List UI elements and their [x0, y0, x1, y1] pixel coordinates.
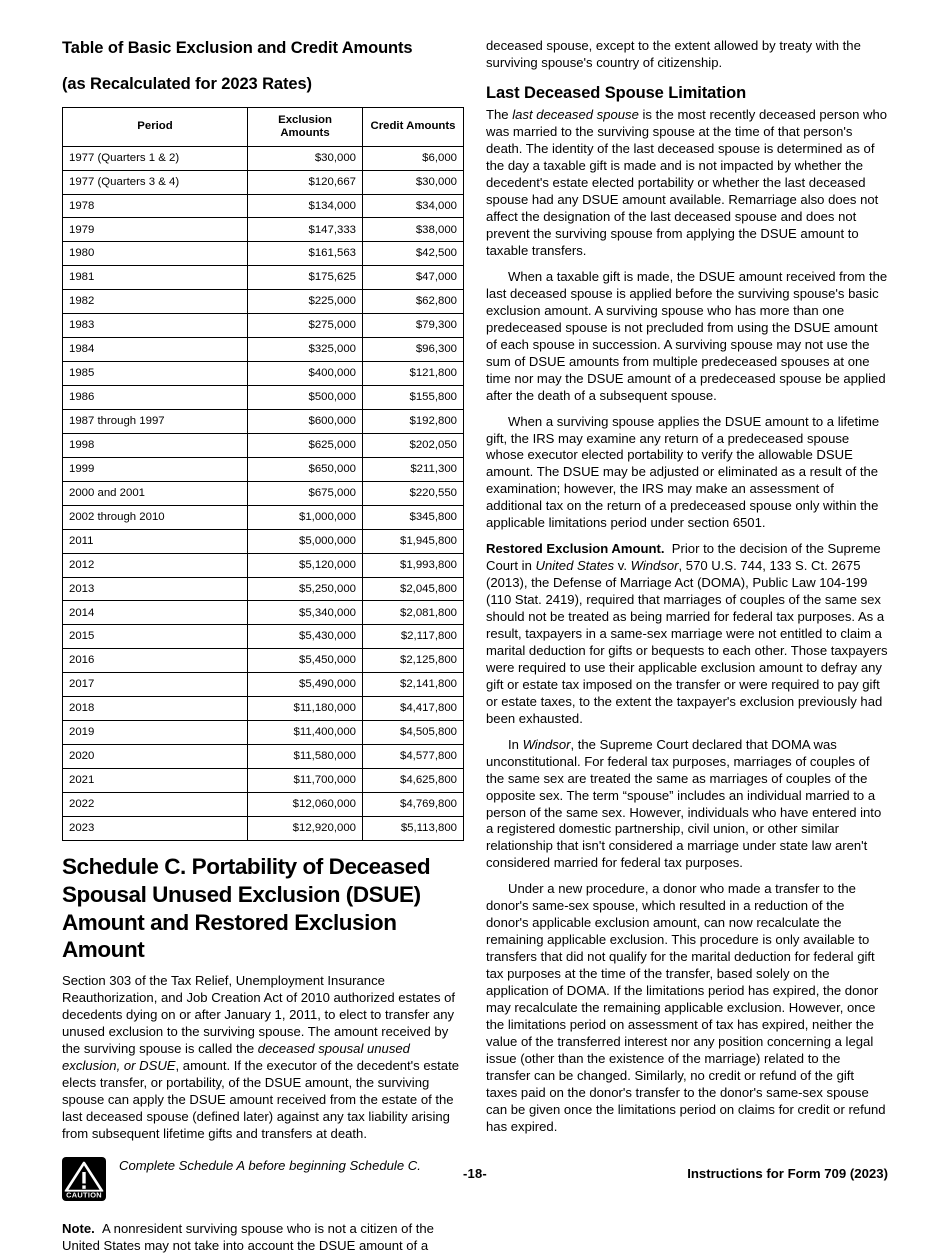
cell-period: 2023: [63, 816, 248, 840]
cell-exclusion-amount: $120,667: [248, 170, 363, 194]
cell-exclusion-amount: $225,000: [248, 290, 363, 314]
table-row: [63, 290, 464, 314]
cell-credit-amount: $62,800: [363, 290, 464, 314]
table-row: [63, 314, 464, 338]
cell-credit-amount: $155,800: [363, 386, 464, 410]
table-row: [63, 218, 464, 242]
svg-text:CAUTION: CAUTION: [66, 1190, 102, 1200]
cell-period: 1983: [63, 314, 248, 338]
table-row: [63, 673, 464, 697]
cell-exclusion-amount: $134,000: [248, 194, 363, 218]
cell-credit-amount: $34,000: [363, 194, 464, 218]
new-procedure-paragraph: Under a new procedure, a donor who made a transfer to the donor's same-sex spouse, which resulted in a reduction of the donor's applicable exclusion amount, can now recalculate the remaining applicable exclusion. This procedure is only available to transfers that did not qualify for the marital deduction for federal gift tax purposes at the time of the transfer, based solely on the application of DOMA. If the limitations period has expired, the donor may recalculate the remaining applicable exclusion. However, once the limitations period on assessment of tax has expired, neither the value of the transferred interest nor any position concerning a legal issue (other than the existence of the marriage) related to the transfer can be changed. Similarly, no credit or refund of the gift taxes paid on the donor's transfer to the donor's same-sex spouse can be given once the limitations period on claims for credit or refund has expired.: [486, 881, 886, 1134]
cell-credit-amount: $2,141,800: [363, 673, 464, 697]
table-row: [63, 266, 464, 290]
cell-exclusion-amount: $12,060,000: [248, 792, 363, 816]
cell-credit-amount: $4,505,800: [363, 721, 464, 745]
cell-exclusion-amount: $325,000: [248, 338, 363, 362]
para1-part2: is the most recently deceased person who was married to the surviving spouse at the time of that person's death. The identity of the last deceased spouse is determined as of the day a taxable gift is made and is not impacted by whether the decedent's estate elected portability or whether the last deceased spouse had any DSUE amount available. Remarriage also does not affect the designation of the last deceased spouse and does not prevent the surviving spouse from applying the DSUE amount to taxable transfers.: [486, 107, 888, 258]
cell-credit-amount: $2,045,800: [363, 577, 464, 601]
table-row: [63, 338, 464, 362]
table-row: [63, 625, 464, 649]
caution-text: Complete Schedule A before beginning Schedule C.: [119, 1157, 421, 1173]
cell-exclusion-amount: $175,625: [248, 266, 363, 290]
table-row: [63, 649, 464, 673]
cell-credit-amount: $38,000: [363, 218, 464, 242]
table-row: [63, 505, 464, 529]
schedule-c-heading: Schedule C. Portability of Deceased Spousal Unused Exclusion (DSUE) Amount and Restored Exclusion Amount: [62, 853, 431, 963]
note-block: [62, 1221, 464, 1255]
windsor-part1: In: [508, 736, 523, 752]
table-row: [63, 386, 464, 410]
cell-credit-amount: $1,945,800: [363, 529, 464, 553]
cell-credit-amount: $4,577,800: [363, 745, 464, 769]
table-title-line2: (as Recalculated for 2023 Rates): [62, 74, 312, 93]
page-footer: [62, 1166, 888, 1188]
cell-exclusion-amount: $5,000,000: [248, 529, 363, 553]
cell-credit-amount: $2,117,800: [363, 625, 464, 649]
cell-period: 1984: [63, 338, 248, 362]
cell-period: 2015: [63, 625, 248, 649]
cell-credit-amount: $211,300: [363, 457, 464, 481]
dsue-definition-italic: deceased spousal unused exclusion, or DSUE: [62, 1041, 410, 1074]
table-body: [63, 146, 464, 840]
last-deceased-spouse-italic: last deceased spouse: [512, 107, 639, 123]
cell-exclusion-amount: $5,120,000: [248, 553, 363, 577]
table-row: [63, 146, 464, 170]
last-deceased-paragraph-1: [486, 107, 888, 260]
cell-period: 1998: [63, 433, 248, 457]
cell-credit-amount: $202,050: [363, 433, 464, 457]
column-header-credit-amounts: Credit Amounts: [363, 107, 464, 146]
cell-credit-amount: $4,769,800: [363, 792, 464, 816]
table-row: [63, 409, 464, 433]
footer-page-number: -18-: [463, 1166, 487, 1181]
cell-exclusion-amount: $5,490,000: [248, 673, 363, 697]
footer-form-reference: Instructions for Form 709 (2023): [687, 1166, 888, 1181]
schedule-c-paragraph-part1: Section 303 of the Tax Relief, Unemployment Insurance Reauthorization, and Job Creation Act of 2010 authorized estates of decedents dying on or after January 1, 2011, to elect to transfer any unused exclusion to the surviving spouse. The amount received by the surviving spouse is called the: [62, 973, 456, 1057]
cell-period: 2000 and 2001: [63, 481, 248, 505]
cell-exclusion-amount: $11,180,000: [248, 697, 363, 721]
windsor-case-italic: Windsor: [522, 736, 571, 752]
cell-credit-amount: $345,800: [363, 505, 464, 529]
table-row: [63, 170, 464, 194]
cell-exclusion-amount: $11,400,000: [248, 721, 363, 745]
cell-period: 2018: [63, 697, 248, 721]
left-column: [62, 38, 464, 1255]
table-row: [63, 553, 464, 577]
continuation-paragraph: deceased spouse, except to the extent allowed by treaty with the surviving spouse's country of citizenship.: [486, 38, 861, 70]
cell-exclusion-amount: $650,000: [248, 457, 363, 481]
cell-period: 2016: [63, 649, 248, 673]
cell-exclusion-amount: $625,000: [248, 433, 363, 457]
cell-credit-amount: $30,000: [363, 170, 464, 194]
cell-period: 2011: [63, 529, 248, 553]
cell-exclusion-amount: $675,000: [248, 481, 363, 505]
cell-credit-amount: $121,800: [363, 362, 464, 386]
cell-credit-amount: $5,113,800: [363, 816, 464, 840]
table-header-row: [63, 107, 464, 146]
schedule-c-paragraph-part2: , amount. If the executor of the decedent's estate elects transfer, or portability, of the DSUE amount, the surviving spouse can apply the DSUE amount received from the estate of the last deceased spouse (defined later) against any tax liability arising from subsequent lifetime gifts and transfers at death.: [62, 1058, 459, 1141]
cell-exclusion-amount: $161,563: [248, 242, 363, 266]
column-header-exclusion-amounts: Exclusion Amounts: [248, 107, 363, 146]
cell-period: 1999: [63, 457, 248, 481]
cell-period: 2021: [63, 769, 248, 793]
cell-exclusion-amount: $5,450,000: [248, 649, 363, 673]
table-row: [63, 745, 464, 769]
cell-credit-amount: $47,000: [363, 266, 464, 290]
cell-period: 2002 through 2010: [63, 505, 248, 529]
cell-credit-amount: $4,625,800: [363, 769, 464, 793]
cell-credit-amount: $6,000: [363, 146, 464, 170]
cell-period: 1982: [63, 290, 248, 314]
table-row: [63, 721, 464, 745]
table-row: [63, 242, 464, 266]
cell-exclusion-amount: $275,000: [248, 314, 363, 338]
table-row: [63, 816, 464, 840]
cell-exclusion-amount: $11,580,000: [248, 745, 363, 769]
schedule-c-paragraph: [62, 973, 464, 1143]
table-row: [63, 697, 464, 721]
exclusion-credit-table: [62, 107, 464, 841]
cell-credit-amount: $42,500: [363, 242, 464, 266]
table-row: [63, 577, 464, 601]
cell-credit-amount: $2,081,800: [363, 601, 464, 625]
table-row: [63, 481, 464, 505]
cell-period: 1985: [63, 362, 248, 386]
cell-credit-amount: $220,550: [363, 481, 464, 505]
cell-exclusion-amount: $30,000: [248, 146, 363, 170]
table-row: [63, 362, 464, 386]
windsor-paragraph: [486, 737, 888, 873]
cell-credit-amount: $1,993,800: [363, 553, 464, 577]
cell-period: 1978: [63, 194, 248, 218]
right-column: [486, 38, 888, 1255]
cell-exclusion-amount: $600,000: [248, 409, 363, 433]
table-row: [63, 457, 464, 481]
cell-period: 1979: [63, 218, 248, 242]
note-label: Note.: [62, 1220, 95, 1236]
cell-period: 2022: [63, 792, 248, 816]
case-versus: v.: [614, 558, 631, 574]
cell-period: 2019: [63, 721, 248, 745]
cell-credit-amount: $79,300: [363, 314, 464, 338]
cell-credit-amount: $96,300: [363, 338, 464, 362]
cell-period: 1987 through 1997: [63, 409, 248, 433]
cell-exclusion-amount: $5,340,000: [248, 601, 363, 625]
table-row: [63, 769, 464, 793]
case-name-windsor: Windsor: [630, 558, 679, 574]
last-deceased-paragraph-3: When a surviving spouse applies the DSUE amount to a lifetime gift, the IRS may examine any return of a predeceased spouse whose executor elected portability to verify the allowable DSUE amount. The DSUE may be adjusted or eliminated as a result of the examination; however, the IRS may make an assessment of additional tax on the return of a predeceased spouse only within the applicable limitations period under section 6501.: [486, 413, 880, 531]
note-text: A nonresident surviving spouse who is not a citizen of the United States may not take into account the DSUE amount of a: [62, 1220, 434, 1253]
cell-period: 2012: [63, 553, 248, 577]
cell-period: 2017: [63, 673, 248, 697]
column-header-period: Period: [63, 107, 248, 146]
restored-part2: , 570 U.S. 744, 133 S. Ct. 2675 (2013), the Defense of Marriage Act (DOMA), Public Law 104-199 (110 Stat. 2419), required that marriages of couples of the same sex should not be treated as being married for federal tax purposes. As a result, taxpayers in a same-sex marriage were not entitled to claim a marital deduction for gifts or bequests to each other. Those taxpayers were required to use their applicable exclusion amount to defray any gift or estate tax imposed on the transfer or were required to pay gift or estate taxes, to the extent the taxpayer's exclusion previously had been exhausted.: [486, 558, 888, 726]
cell-period: 1980: [63, 242, 248, 266]
cell-period: 1981: [63, 266, 248, 290]
table-row: [63, 433, 464, 457]
restored-exclusion-label: Restored Exclusion Amount.: [486, 541, 665, 557]
cell-exclusion-amount: $5,250,000: [248, 577, 363, 601]
cell-exclusion-amount: $147,333: [248, 218, 363, 242]
cell-exclusion-amount: $1,000,000: [248, 505, 363, 529]
table-title-line1: Table of Basic Exclusion and Credit Amounts: [62, 39, 413, 57]
para1-part1: The: [486, 107, 513, 123]
cell-period: 1986: [63, 386, 248, 410]
cell-exclusion-amount: $400,000: [248, 362, 363, 386]
last-deceased-paragraph-2: When a taxable gift is made, the DSUE amount received from the last deceased spouse is applied before the surviving spouse's basic exclusion amount. A surviving spouse who has more than one predeceased spouse is not precluded from using the DSUE amount of each spouse in succession. A surviving spouse may not use the sum of DSUE amounts from multiple predeceased spouses at one time nor may the DSUE amount of a predeceased spouse be applied after the death of a subsequent spouse.: [486, 268, 888, 403]
table-row: [63, 194, 464, 218]
cell-period: 2013: [63, 577, 248, 601]
cell-period: 1977 (Quarters 1 & 2): [63, 146, 248, 170]
restored-part1: Prior to the decision of the Supreme Court in: [486, 541, 881, 574]
cell-credit-amount: $2,125,800: [363, 649, 464, 673]
windsor-part2: , the Supreme Court declared that DOMA was unconstitutional. For federal tax purposes, marriages of couples of the same sex are treated the same as marriages of couples of the opposite sex. The term “spouse” includes an individual married to a person of the same sex. However, individuals who have entered into a registered domestic partnership, civil union, or other similar relationship that isn't considered a marriage under state law aren't considered married for federal tax purposes.: [486, 736, 882, 871]
cell-exclusion-amount: $11,700,000: [248, 769, 363, 793]
cell-credit-amount: $4,417,800: [363, 697, 464, 721]
table-row: [63, 529, 464, 553]
restored-exclusion-paragraph: [486, 541, 888, 727]
case-name-united-states: United States: [535, 558, 615, 574]
two-column-layout: [62, 38, 888, 1255]
cell-credit-amount: $192,800: [363, 409, 464, 433]
cell-period: 2014: [63, 601, 248, 625]
cell-exclusion-amount: $12,920,000: [248, 816, 363, 840]
table-row: [63, 601, 464, 625]
cell-exclusion-amount: $5,430,000: [248, 625, 363, 649]
cell-period: 2020: [63, 745, 248, 769]
cell-exclusion-amount: $500,000: [248, 386, 363, 410]
cell-period: 1977 (Quarters 3 & 4): [63, 170, 248, 194]
table-row: [63, 792, 464, 816]
last-deceased-spouse-heading: Last Deceased Spouse Limitation: [486, 83, 747, 102]
